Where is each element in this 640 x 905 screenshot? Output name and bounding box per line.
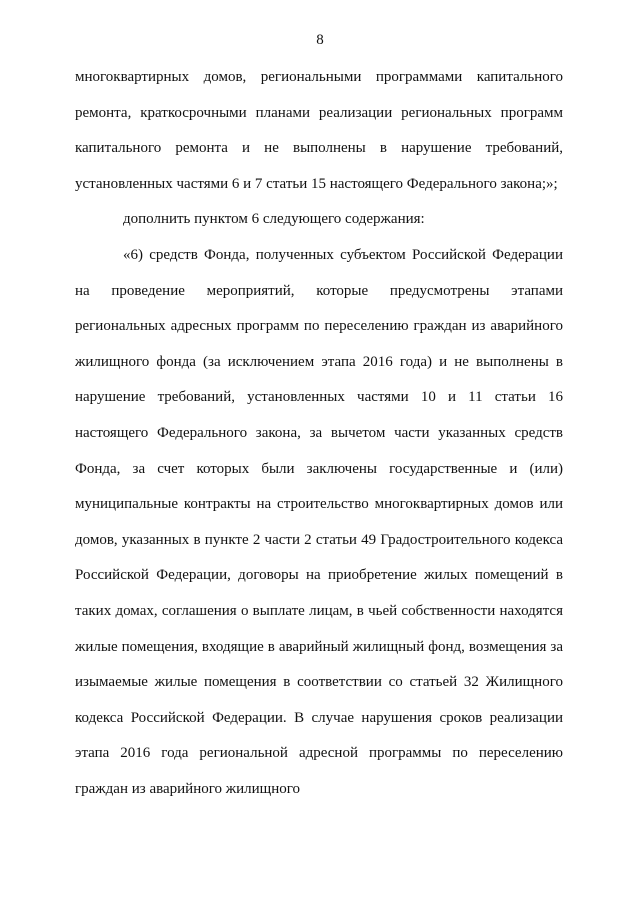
paragraph-2: дополнить пунктом 6 следующего содержания: — [123, 211, 425, 228]
paragraph-3: «6) средств Фонда, полученных субъектом Российской Федерации на проведение мероприятий, которые предусмотрены этапами региональных адресных программ по переселению граждан из аварийного жилищного фонда (за исключением этапа 2016 года) и не выполнены в нарушение требований, установленных частями 10 и 11 статьи 16 настоящего Федерального закона, за вычетом части указанных средств Фонда, за счет которых были заключены государственные и (или) муниципальные контракты на строительство многоквартирных домов или домов, указанных в пункте 2 части 2 статьи 49 Градостроительного кодекса Российской Федерации, договоры на приобретение жилых помещений в таких домах, соглашения о выплате лицам, в чьей собственности находятся жилые помещения, входящие в аварийный жилищный фонд, возмещения за изымаемые жилые помещения в соответствии со статьей 32 Жилищного кодекса Российской Федерации. В случае нарушения сроков реализации этапа 2016 года региональной адресной программы по переселению граждан из аварийного жилищного — [75, 246, 563, 797]
document-body — [75, 60, 563, 807]
paragraph-1: многоквартирных домов, региональными программами капитального ремонта, краткосрочными планами реализации региональных программ капитального ремонта и не выполнены в нарушение требований, установленных частями 6 и 7 статьи 15 настоящего Федерального закона;»; — [75, 69, 563, 192]
page-number: 8 — [316, 32, 324, 48]
